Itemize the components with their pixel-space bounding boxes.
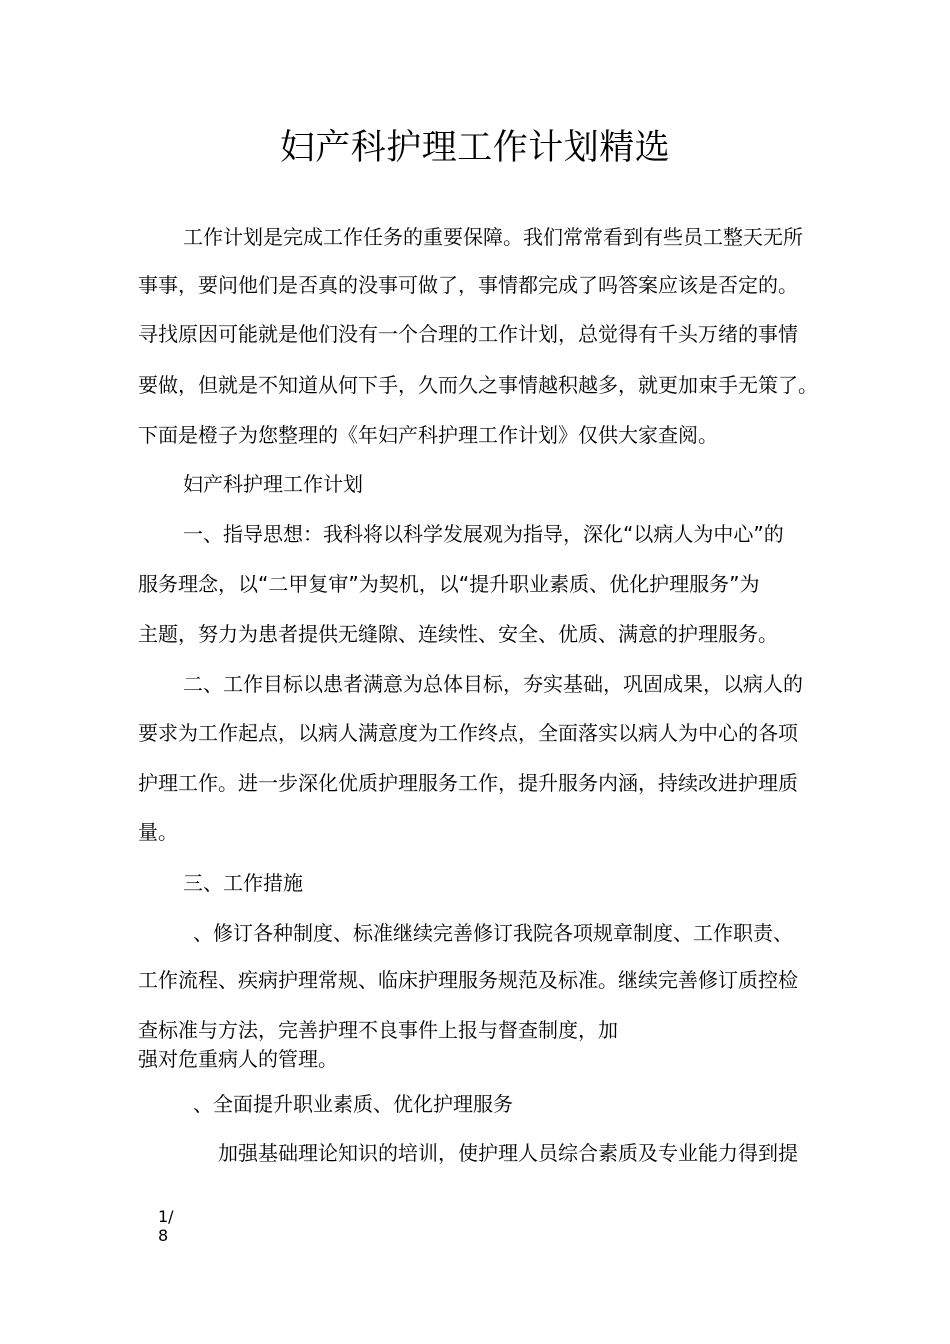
paragraph-line: 工作计划是完成工作任务的重要保障。我们常常看到有些员工整天无所 [183, 225, 803, 249]
paragraph-line: 、修订各种制度、标准继续完善修订我院各项规章制度、工作职责、 [193, 921, 793, 945]
paragraph-line: 量。 [138, 820, 178, 844]
paragraph-line: 事事，要问他们是否真的没事可做了，事情都完成了吗答案应该是否定的。 [138, 273, 798, 297]
paragraph-line: 寻找原因可能就是他们没有一个合理的工作计划，总觉得有千头万绪的事情 [138, 322, 798, 346]
paragraph-line: 护理工作。进一步深化优质护理服务工作，提升服务内涵，持续改进护理质 [138, 771, 798, 795]
paragraph-line: 一、指导思想：我科将以科学发展观为指导，深化“以病人为中心”的 [183, 522, 784, 546]
page-number: 1/ [158, 1207, 174, 1226]
paragraph-line: 要做，但就是不知道从何下手，久而久之事情越积越多，就更加束手无策了。 [138, 373, 818, 397]
section-heading: 、全面提升职业素质、优化护理服务 [193, 1092, 513, 1116]
paragraph-line: 强对危重病人的管理。 [138, 1047, 338, 1071]
paragraph-line: 二、工作目标以患者满意为总体目标，夯实基础，巩固成果，以病人的 [183, 672, 803, 696]
paragraph-line: 加强基础理论知识的培训，使护理人员综合素质及专业能力得到提 [218, 1141, 798, 1165]
paragraph-line: 服务理念，以“二甲复审”为契机，以“提升职业素质、优化护理服务”为 [138, 572, 760, 596]
document-title: 妇产科护理工作计划精选 [279, 128, 671, 168]
paragraph-line: 下面是橙子为您整理的《年妇产科护理工作计划》仅供大家查阅。 [138, 423, 718, 447]
paragraph-line: 主题，努力为患者提供无缝隙、连续性、安全、优质、满意的护理服务。 [138, 622, 778, 646]
paragraph-line: 要求为工作起点，以病人满意度为工作终点，全面落实以病人为中心的各项 [138, 721, 798, 745]
section-heading: 妇产科护理工作计划 [183, 472, 363, 496]
paragraph-line: 工作流程、疾病护理常规、临床护理服务规范及标准。继续完善修订质控检 [138, 968, 798, 992]
section-heading: 三、工作措施 [183, 871, 303, 895]
paragraph-line: 查标准与方法，完善护理不良事件上报与督查制度，加 [138, 1018, 618, 1042]
page-total: 8 [158, 1226, 169, 1245]
